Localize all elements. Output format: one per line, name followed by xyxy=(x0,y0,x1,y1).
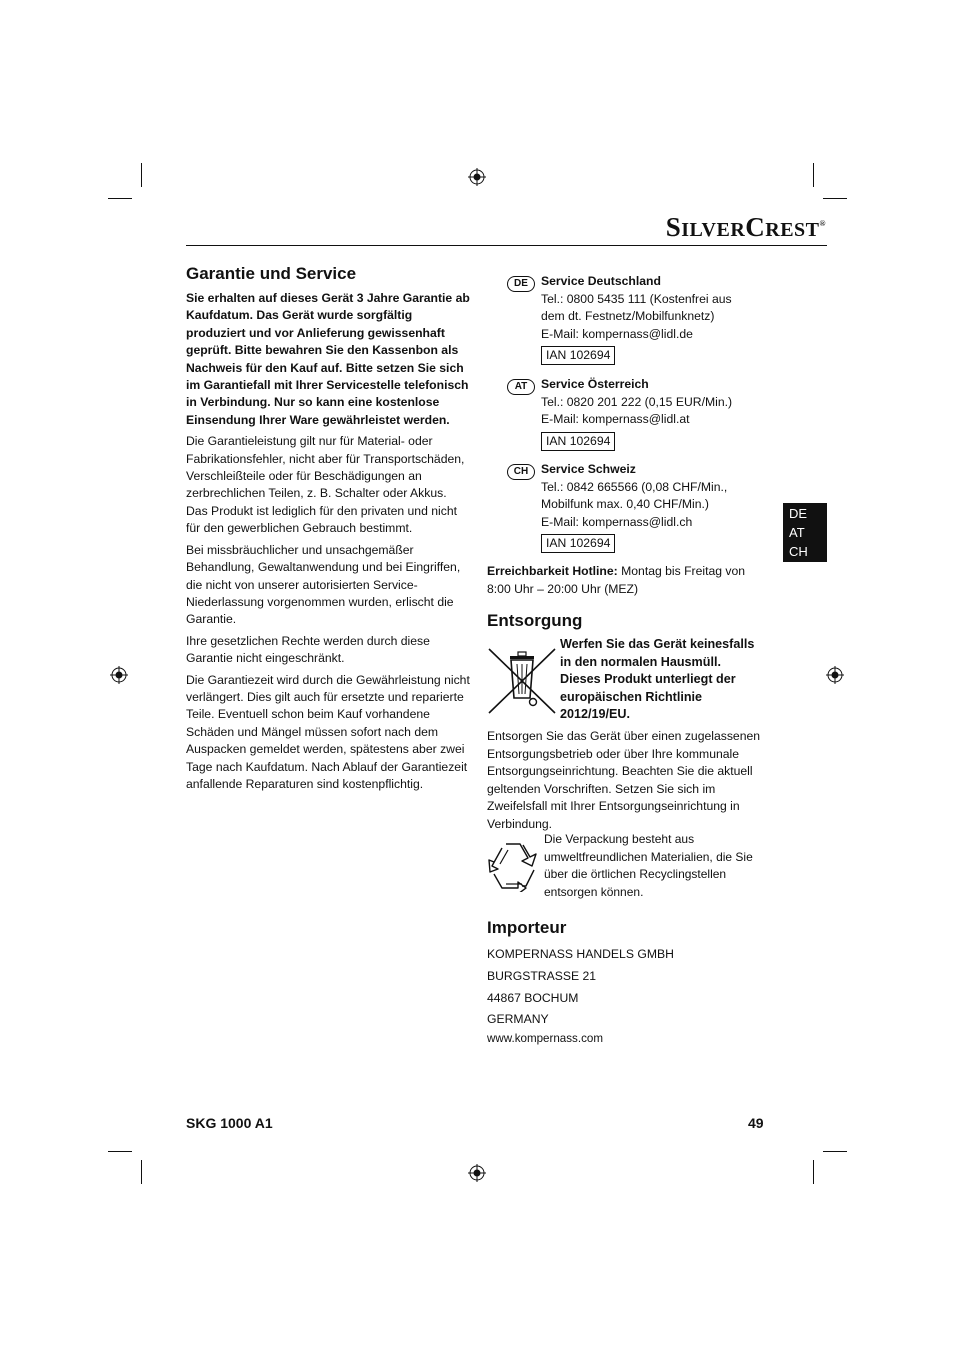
hotline-label: Erreichbarkeit Hotline: xyxy=(487,564,618,578)
registration-mark-icon xyxy=(826,666,844,684)
hotline-hours: Montag bis Freitag von 8:00 Uhr – 20:00 Uhr (MEZ) xyxy=(487,564,746,596)
entsorgung-text: Entsorgen Sie das Gerät über einen zugelassenen Entsorgungsbetrieb oder über Ihre kommunale Entsorgungseinrichtung. Beachten Sie die aktuell geltenden Vorschriften. Setzen Sie sich im Zweifelsfall mit Ihrer Entsorgungseinrichtung in Verbindung. xyxy=(487,729,761,831)
service-email: E-Mail: kompernass@lidl.at xyxy=(541,412,690,427)
service-title: Service Schweiz xyxy=(541,462,636,476)
silvercrest-logo: SILVERCREST® xyxy=(665,212,826,242)
service-de xyxy=(541,273,732,365)
service-email: E-Mail: kompernass@lidl.ch xyxy=(541,514,693,529)
service-at xyxy=(541,376,732,451)
garantie-paragraph: Die Garantieleistung gilt nur für Material- oder Fabrikationsfehler, nicht aber für Transportschäden, Verschleißteile oder für Beschädigungen an zerbrechlichen Teilen, z. B. Schalter oder Akkus. Das Produkt ist lediglich für den privaten und nicht für den gewerblichen Gebrauch bestimmt. xyxy=(186,434,465,536)
service-ch xyxy=(541,461,727,553)
registration-mark-icon xyxy=(110,666,128,684)
address-line: BURGSTRASSE 21 xyxy=(487,968,597,983)
garantie-intro: Sie erhalten auf dieses Gerät 3 Jahre Garantie ab Kaufdatum. Das Gerät wurde sorgfältig produziert und vor Anlieferung gewissenhaft geprüft. Bitte bewahren Sie den Kassenbon als Nachweis für den Kauf auf. Bitte setzen Sie sich im Garantiefall mit Ihrer Servicestelle telefonisch in Verbindung. Nur so kann eine kostenlose Einsendung Ihrer Ware gewährleistet werden. xyxy=(186,291,470,427)
garantie-paragraph: Ihre gesetzlichen Rechte werden durch diese Garantie nicht eingeschränkt. xyxy=(186,633,430,666)
crop-mark xyxy=(108,1151,132,1152)
crop-mark xyxy=(813,163,814,187)
crop-mark xyxy=(141,1160,142,1184)
service-tel: Tel.: 0842 665566 (0,08 CHF/Min., xyxy=(541,479,728,494)
garantie-section xyxy=(186,264,470,797)
service-tel: dem dt. Festnetz/Mobilfunknetz) xyxy=(541,309,715,324)
garantie-paragraph: Bei missbräuchlicher und unsachgemäßer Behandlung, Gewaltanwendung und bei Eingriffen, die nicht von unserer autorisierten Service-Niederlassung vorgenommen wurden, erlischt die Garantie. xyxy=(186,542,461,627)
entsorgung-warning: Werfen Sie das Gerät keinesfalls in den normalen Hausmüll. Dieses Produkt unterliegt der europäischen Richtlinie 2012/19/EU. xyxy=(560,637,755,722)
service-email: E-Mail: kompernass@lidl.de xyxy=(541,326,693,341)
header-rule xyxy=(186,245,827,246)
recycling-text: Die Verpackung besteht aus umweltfreundlichen Materialien, die Sie über die örtlichen Recyclingstellen entsorgen können. xyxy=(544,832,753,899)
crop-mark xyxy=(813,1160,814,1184)
registration-mark-icon xyxy=(468,1164,486,1182)
importeur-address xyxy=(487,944,674,1031)
garantie-title: Garantie und Service xyxy=(186,264,357,283)
recycling-icon xyxy=(486,840,540,892)
crop-mark xyxy=(108,198,132,199)
entsorgung-title: Entsorgung xyxy=(487,611,583,630)
model-number: SKG 1000 A1 xyxy=(186,1115,273,1131)
ian-box: IAN 102694 xyxy=(541,432,615,451)
ian-box: IAN 102694 xyxy=(541,346,615,365)
address-line: GERMANY xyxy=(487,1012,549,1027)
country-badge-at: AT xyxy=(507,379,535,395)
page-number: 49 xyxy=(748,1115,764,1131)
service-title: Service Deutschland xyxy=(541,274,661,288)
ian-box: IAN 102694 xyxy=(541,534,615,553)
service-tel: Tel.: 0800 5435 111 (Kostenfrei aus xyxy=(541,291,732,306)
hotline-text xyxy=(487,563,762,598)
country-badge-de: DE xyxy=(507,276,535,292)
lang-at: AT xyxy=(789,525,805,540)
crossed-bin-icon xyxy=(486,646,558,716)
importeur-title: Importeur xyxy=(487,918,567,937)
lang-ch: CH xyxy=(789,544,808,559)
importeur-website: www.kompernass.com xyxy=(487,1032,603,1045)
service-title: Service Österreich xyxy=(541,377,649,391)
address-line: 44867 BOCHUM xyxy=(487,990,579,1005)
garantie-paragraph: Die Garantiezeit wird durch die Gewährleistung nicht verlängert. Dies gilt auch für ersetzte und reparierte Teile. Eventuell schon beim Kauf vorhandene Schäden und Mängel müssen sofort nach dem Auspacken gemeldet werden, spätestens aber zwei Tage nach Kaufdatum. Nach Ablauf der Garantiezeit anfallende Reparaturen sind kostenpflichtig. xyxy=(186,672,470,791)
address-line: KOMPERNASS HANDELS GMBH xyxy=(487,947,674,961)
crop-mark xyxy=(823,1151,847,1152)
language-tab xyxy=(783,503,827,562)
registration-mark-icon xyxy=(468,168,486,186)
service-tel: Tel.: 0820 201 222 (0,15 EUR/Min.) xyxy=(541,394,733,409)
country-badge-ch: CH xyxy=(507,464,535,480)
crop-mark xyxy=(823,198,847,199)
lang-de: DE xyxy=(789,506,808,521)
crop-mark xyxy=(141,163,142,187)
service-tel: Mobilfunk max. 0,40 CHF/Min.) xyxy=(541,497,709,512)
